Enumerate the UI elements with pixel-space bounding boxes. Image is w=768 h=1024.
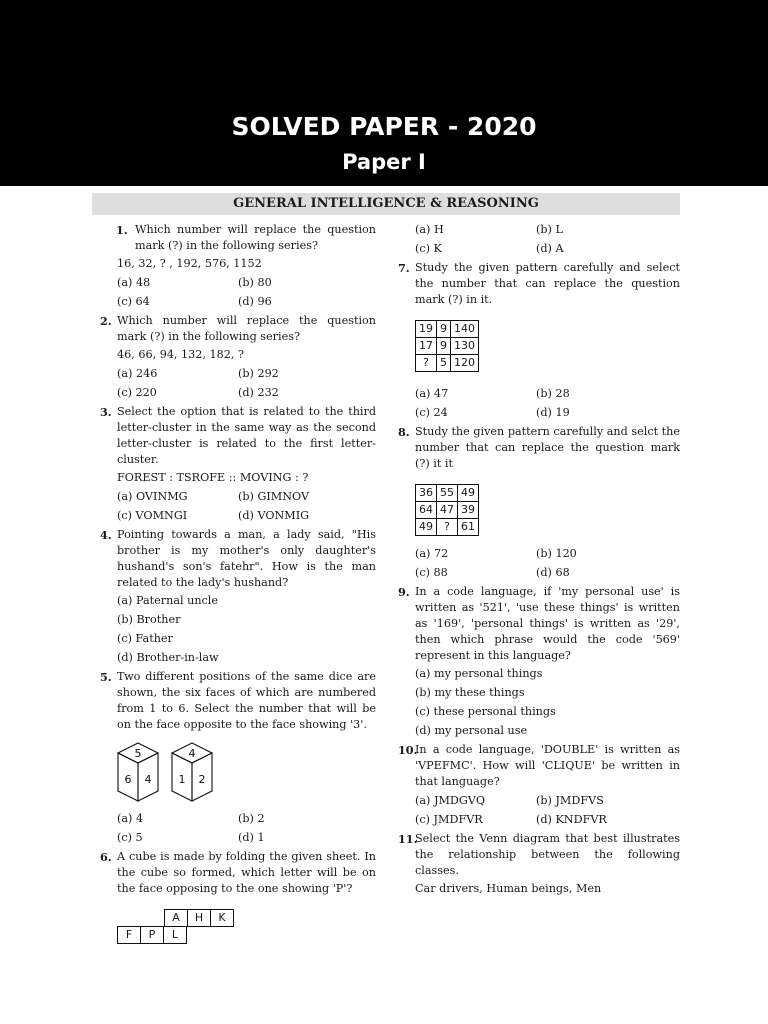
grid-cell: 64 — [416, 502, 437, 519]
option-d[interactable]: (d) VONMIG — [238, 509, 310, 522]
question-text: Select the option that is related to the third letter-cluster in the same way as the second letter-cluster is related to the first letter-cluster. — [117, 405, 376, 466]
option-d[interactable]: (d) KNDFVR — [536, 813, 607, 826]
grid-cell: 61 — [458, 519, 479, 536]
option-d[interactable]: (d) A — [536, 242, 564, 255]
question-text: In a code language, 'DOUBLE' is written as 'VPEFMC'. How will 'CLIQUE' be written in that language? — [415, 743, 680, 788]
option-c[interactable]: (c) 88 — [415, 566, 448, 579]
dice-1-right: 4 — [144, 773, 152, 786]
option-a[interactable]: (a) 4 — [117, 812, 144, 825]
question-number: 2. — [100, 314, 112, 328]
option-b[interactable]: (b) 80 — [238, 276, 272, 289]
grid-cell: 39 — [458, 502, 479, 519]
dice-figure — [114, 741, 376, 805]
option-c[interactable]: (c) 5 — [117, 831, 143, 844]
header-banner — [0, 0, 768, 186]
dice-2-right: 2 — [198, 773, 206, 786]
option-d[interactable]: (d) 19 — [536, 406, 570, 419]
grid-cell: 49 — [458, 485, 479, 502]
grid-cell: 120 — [451, 355, 479, 372]
option-a[interactable]: (a) Paternal uncle — [117, 594, 218, 607]
question-10 — [398, 742, 680, 790]
question-text: A cube is made by folding the given sheet. In the cube so formed, which letter will be on the face opposing to the one showing 'P'? — [117, 850, 376, 895]
option-b[interactable]: (b) L — [536, 223, 563, 236]
sheet-cell: H — [188, 910, 211, 927]
option-a[interactable]: (a) 72 — [415, 547, 449, 560]
question-text: Pointing towards a man, a lady said, "His brother is my mother's only daughter's hushand's son's fatehr". How is the man related to the lady's hushand? — [117, 528, 376, 589]
sheet-cell: A — [165, 910, 188, 927]
option-b[interactable]: (b) 120 — [536, 547, 577, 560]
grid-cell: 130 — [451, 338, 479, 355]
dice-1-top: 5 — [134, 747, 142, 760]
question-number: 7. — [398, 261, 410, 275]
number-grid — [415, 484, 680, 536]
dice-2-top: 4 — [188, 747, 196, 760]
options — [100, 489, 376, 524]
option-a[interactable]: (a) my personal things — [415, 667, 543, 680]
option-d[interactable]: (d) Brother-in-law — [117, 651, 219, 664]
paper-title: SOLVED PAPER - 2020 — [231, 112, 537, 141]
number-grid — [415, 320, 680, 372]
option-b[interactable]: (b) Brother — [117, 613, 181, 626]
question-6 — [100, 849, 376, 897]
question-number: 3. — [100, 405, 112, 419]
question-text: In a code language, if 'my personal use' is written as '521', 'use these things' is written as '169', 'personal things' is written as '29', then which phrase would the code '569' represent in this language? — [415, 585, 680, 662]
options — [100, 366, 376, 401]
sheet-bottom-row — [117, 926, 187, 944]
option-a[interactable]: (a) 246 — [117, 367, 158, 380]
option-a[interactable]: (a) JMDGVQ — [415, 794, 486, 807]
question-text: Which number will replace the question mark (?) in the following series? — [135, 223, 376, 252]
option-c[interactable]: (c) Father — [117, 632, 173, 645]
question-number: 9. — [398, 585, 410, 599]
grid-cell: 49 — [416, 519, 437, 536]
options — [100, 811, 376, 846]
option-c[interactable]: (c) these personal things — [415, 705, 556, 718]
question-1 — [100, 222, 376, 254]
options — [398, 666, 680, 739]
grid-cell: ? — [437, 519, 458, 536]
grid-cell: 17 — [416, 338, 437, 355]
question-text: Which number will replace the question mark (?) in the following series? — [117, 314, 376, 343]
question-number: 4. — [100, 528, 112, 542]
sheet-cell: F — [118, 927, 141, 944]
question-5 — [100, 669, 376, 733]
option-b[interactable]: (b) JMDFVS — [536, 794, 604, 807]
options — [398, 793, 680, 828]
question-2 — [100, 313, 376, 345]
question-7 — [398, 260, 680, 308]
sheet-top-row — [164, 909, 234, 927]
right-column — [398, 222, 680, 897]
option-b[interactable]: (b) my these things — [415, 686, 525, 699]
sheet-cell: L — [164, 927, 187, 944]
q6-options — [398, 222, 680, 257]
option-a[interactable]: (a) OVINMG — [117, 490, 188, 503]
options — [100, 275, 376, 310]
option-a[interactable]: (a) H — [415, 223, 444, 236]
grid-cell: 36 — [416, 485, 437, 502]
question-4 — [100, 527, 376, 591]
question-series: Car drivers, Human beings, Men — [415, 882, 602, 895]
option-b[interactable]: (b) 28 — [536, 387, 570, 400]
grid-cell: 9 — [437, 321, 451, 338]
question-text: Study the given pattern carefully and select the number that can replace the question mark (?) in it. — [415, 261, 680, 306]
option-d[interactable]: (d) 68 — [536, 566, 570, 579]
options — [398, 546, 680, 581]
question-series: 16, 32, ? , 192, 576, 1152 — [117, 257, 262, 270]
question-11 — [398, 831, 680, 879]
options — [100, 593, 376, 666]
question-number: 5. — [100, 670, 112, 684]
sheet-cell: P — [141, 927, 164, 944]
grid-cell: 5 — [437, 355, 451, 372]
grid-cell: 9 — [437, 338, 451, 355]
options — [398, 386, 680, 421]
question-number: 10. — [398, 743, 418, 757]
question-9 — [398, 584, 680, 664]
question-text: Select the Venn diagram that best illustrates the relationship between the following classes. — [415, 832, 680, 877]
option-b[interactable]: (b) 292 — [238, 367, 279, 380]
dice-1-left: 6 — [124, 773, 132, 786]
sheet-cell: K — [211, 910, 234, 927]
option-b[interactable]: (b) 2 — [238, 812, 265, 825]
option-b[interactable]: (b) GIMNOV — [238, 490, 310, 503]
paper-subtitle: Paper I — [342, 150, 426, 174]
grid-cell: 19 — [416, 321, 437, 338]
question-series: 46, 66, 94, 132, 182, ? — [117, 348, 244, 361]
folding-sheet — [117, 909, 376, 945]
option-c[interactable]: (c) K — [415, 242, 442, 255]
grid-cell: 140 — [451, 321, 479, 338]
option-c[interactable]: (c) 220 — [117, 386, 157, 399]
section-heading: GENERAL INTELLIGENCE & REASONING — [92, 193, 680, 215]
option-a[interactable]: (a) 47 — [415, 387, 449, 400]
question-number: 11. — [398, 832, 418, 846]
grid-cell: 47 — [437, 502, 458, 519]
question-number: 1. — [116, 223, 128, 237]
left-column — [100, 222, 376, 945]
option-d[interactable]: (d) my personal use — [415, 724, 528, 737]
question-3 — [100, 404, 376, 468]
option-c[interactable]: (c) 64 — [117, 295, 150, 308]
option-d[interactable]: (d) 232 — [238, 386, 279, 399]
option-d[interactable]: (d) 96 — [238, 295, 272, 308]
option-a[interactable]: (a) 48 — [117, 276, 151, 289]
question-series: FOREST : TSROFE :: MOVING : ? — [117, 471, 309, 484]
question-text: Two different positions of the same dice are shown, the six faces of which are numbered from 1 to 6. Select the number that will be on the face opposite to the face showing '3'. — [117, 670, 376, 731]
option-d[interactable]: (d) 1 — [238, 831, 265, 844]
question-number: 6. — [100, 850, 112, 864]
option-c[interactable]: (c) 24 — [415, 406, 448, 419]
option-c[interactable]: (c) VOMNGI — [117, 509, 188, 522]
grid-cell: ? — [416, 355, 437, 372]
question-8 — [398, 424, 680, 472]
option-c[interactable]: (c) JMDFVR — [415, 813, 483, 826]
question-number: 8. — [398, 425, 410, 439]
question-text: Study the given pattern carefully and selct the number that can replace the question mark (?) it it — [415, 425, 680, 470]
dice-2-left: 1 — [178, 773, 186, 786]
grid-cell: 55 — [437, 485, 458, 502]
